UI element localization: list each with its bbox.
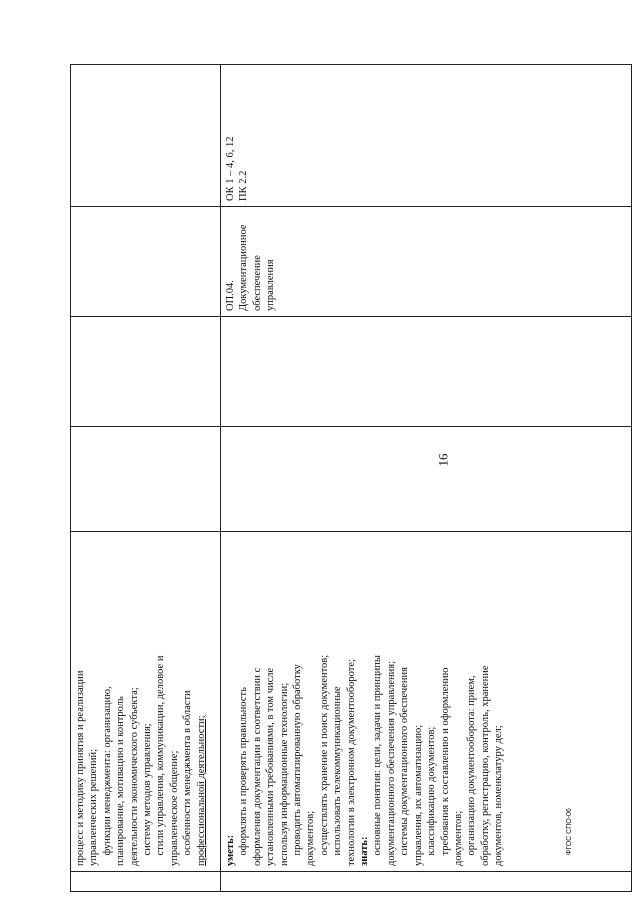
text-line: систему методов управления; bbox=[142, 723, 154, 866]
text-line: оформления документации в соответствии с bbox=[251, 667, 263, 866]
text-line: документов; bbox=[452, 810, 464, 866]
text-line: используя информационные технологии; bbox=[278, 682, 290, 866]
table-row bbox=[71, 65, 221, 892]
text-line: оформлять и проверять правильность bbox=[238, 687, 250, 866]
requirements-cell bbox=[71, 532, 221, 872]
text-line: установленными требованиями, в том числе bbox=[265, 667, 277, 866]
page-number: 16 bbox=[435, 453, 451, 467]
znat-label: знать: bbox=[359, 836, 371, 866]
text-line: профессиональной деятельности; bbox=[195, 715, 207, 866]
hours-class-cell bbox=[71, 317, 221, 427]
hours-max-cell bbox=[221, 427, 632, 532]
rotated-page bbox=[70, 65, 632, 892]
text-line: требования к составлению и оформлению bbox=[439, 667, 451, 866]
text-line: управления, их автоматизацию; bbox=[412, 724, 424, 866]
footer-code: ФГОС СПО-06 bbox=[566, 808, 573, 855]
text-line: проводить автоматизированную обработку bbox=[292, 664, 304, 866]
text-line: ПК 2.2 bbox=[238, 170, 250, 201]
text-line: использовать телекоммуникационные bbox=[332, 686, 344, 866]
text-line: Документационное bbox=[238, 224, 250, 311]
hours-class-cell bbox=[221, 317, 632, 427]
competencies-codes bbox=[224, 70, 251, 201]
text-line: управленческое общение; bbox=[168, 750, 180, 866]
index-cell bbox=[221, 872, 632, 892]
text-line: планирование, мотивацию и контроль bbox=[115, 696, 127, 866]
text-line: обеспечение bbox=[251, 255, 263, 311]
discipline-name bbox=[224, 212, 278, 311]
text-line: документов, номенклатуру дел; bbox=[493, 725, 505, 866]
text-line: технологии в электронном документообороте; bbox=[345, 659, 357, 866]
text-line: стили управления, коммуникации, деловое и bbox=[155, 655, 167, 866]
competencies-cell bbox=[221, 65, 632, 207]
text-line: ОК 1 – 4, 6, 12 bbox=[225, 136, 236, 201]
text-line: документационного обеспечения управления; bbox=[385, 660, 397, 866]
curriculum-table bbox=[70, 64, 632, 892]
text-line: системы документационного обеспечения bbox=[399, 667, 411, 866]
table-row bbox=[221, 65, 632, 892]
text-line: функции менеджмента: организацию, bbox=[101, 686, 113, 866]
index-cell bbox=[71, 872, 221, 892]
znat-text bbox=[371, 537, 505, 866]
text-line: классификацию документов; bbox=[426, 726, 438, 866]
text-line: деятельности экономического субъекта; bbox=[128, 687, 140, 866]
text-line: организацию документооборота: прием, bbox=[466, 675, 478, 866]
text-line: управленческих решений; bbox=[88, 748, 100, 866]
text-line: управления bbox=[265, 259, 277, 311]
text-line: особенности менеджмента в области bbox=[182, 690, 194, 866]
text-line: ОП.04. bbox=[225, 280, 236, 311]
hours-max-cell bbox=[71, 427, 221, 532]
umet-text bbox=[237, 537, 358, 866]
requirements-text bbox=[74, 537, 208, 866]
discipline-cell bbox=[221, 207, 632, 317]
text-line: осуществлять хранение и поиск документов; bbox=[318, 654, 330, 866]
text-line: процесс и методику принятия и реализации bbox=[75, 670, 86, 866]
text-line: документов; bbox=[305, 810, 317, 866]
umet-label: уметь: bbox=[225, 834, 236, 866]
competencies-cell bbox=[71, 65, 221, 207]
text-line: основные понятия: цели, задачи и принципы bbox=[372, 655, 384, 866]
discipline-cell bbox=[71, 207, 221, 317]
text-line: обработку, регистрацию, контроль, хранение bbox=[479, 665, 491, 866]
